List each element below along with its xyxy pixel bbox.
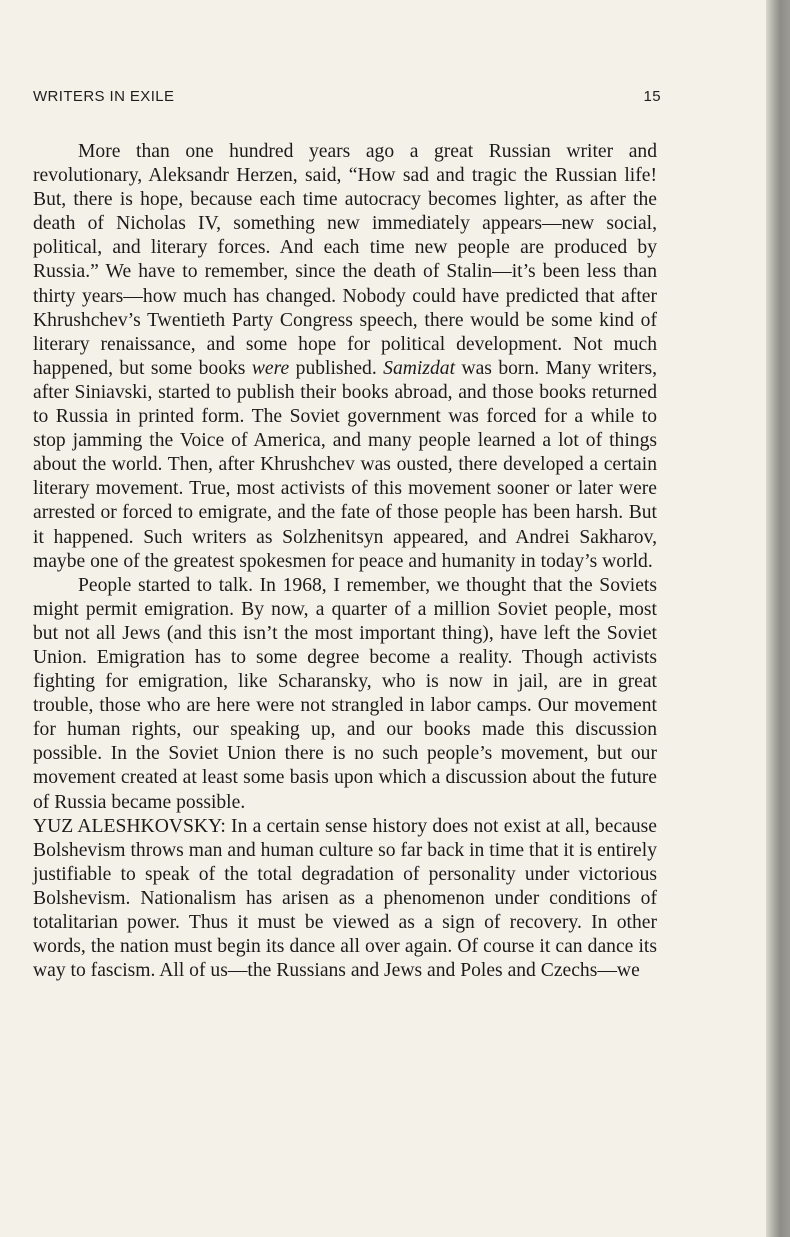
emphasis-were: were [251, 357, 290, 379]
page-edge-shadow [766, 0, 790, 1237]
body-text [33, 140, 657, 983]
paragraph-herzen-text-3: was born. Many writers, after Siniavski, started to publish their books abroad, and those books returned to Russia in printed form. The Soviet government was forced for a while to stop jamming the Voice of America, and many people learned a lot of things about the world. Then, after Khrushchev was ousted, there developed a certain literary movement. True, most activists of this movement sooner or later were arrested or forced to emigrate, and the fate of those people has been harsh. But it happened. Such writers as Solzhenitsyn appeared, and Andrei Sakharov, maybe one of the greatest spokesmen for peace and humanity in today’s world. [33, 357, 658, 572]
speaker-name: YUZ ALESHKOVSKY: [33, 815, 226, 837]
paragraph-aleshkovsky-text: In a certain sense history does not exist at all, because Bolshevism throws man and human culture so far back in time that it is entirely justifiable to speak of the total degradation of personality under victorious Bolshevism. Nationalism has arisen as a phenomenon under conditions of totalitarian power. Thus it must be viewed as a sign of recovery. In other words, the nation must begin its dance all over again. Of course it can dance its way to fascism. All of us—the Russians and Jews and Poles and Czechs—we [33, 815, 657, 982]
paragraph-herzen-text-2: published. [289, 357, 384, 379]
paragraph-emigration: People started to talk. In 1968, I remember, we thought that the Soviets might permit emigration. By now, a quarter of a million Soviet people, most but not all Jews (and this isn’t the most important thing), have left the Soviet Union. Emigration has to some degree become a reality. Though activists fighting for emigration, like Scharansky, who is now in jail, are in great trouble, those who are here were not strangled in labor camps. Our movement for human rights, our speaking up, and our books made this discussion possible. In the Soviet Union there is no such people’s movement, but our movement created at least some basis upon which a discussion about the future of Russia became possible. [33, 574, 657, 813]
running-head [33, 88, 661, 110]
paragraph-aleshkovsky [33, 815, 657, 984]
emphasis-samizdat: Samizdat [383, 357, 456, 379]
paragraph-herzen [33, 140, 657, 574]
page-number: 15 [643, 88, 661, 105]
paragraph-herzen-text-1: More than one hundred years ago a great Russian writer and revolutionary, Aleksandr Herzen, said, “How sad and tragic the Russian life! But, there is hope, because each time autocracy becomes lighter, as after the death of Nicholas IV, something new immediately appears—new social, political, and literary forces. And each time new people are produced by Russia.” We have to remember, since the death of Stalin—it’s been less than thirty years—how much has changed. Nobody could have predicted that after Khrushchev’s Twentieth Party Congress speech, there would be some kind of literary renaissance, and some hope for political development. Not much happened, but some books [33, 141, 657, 379]
running-title: WRITERS IN EXILE [33, 88, 175, 105]
